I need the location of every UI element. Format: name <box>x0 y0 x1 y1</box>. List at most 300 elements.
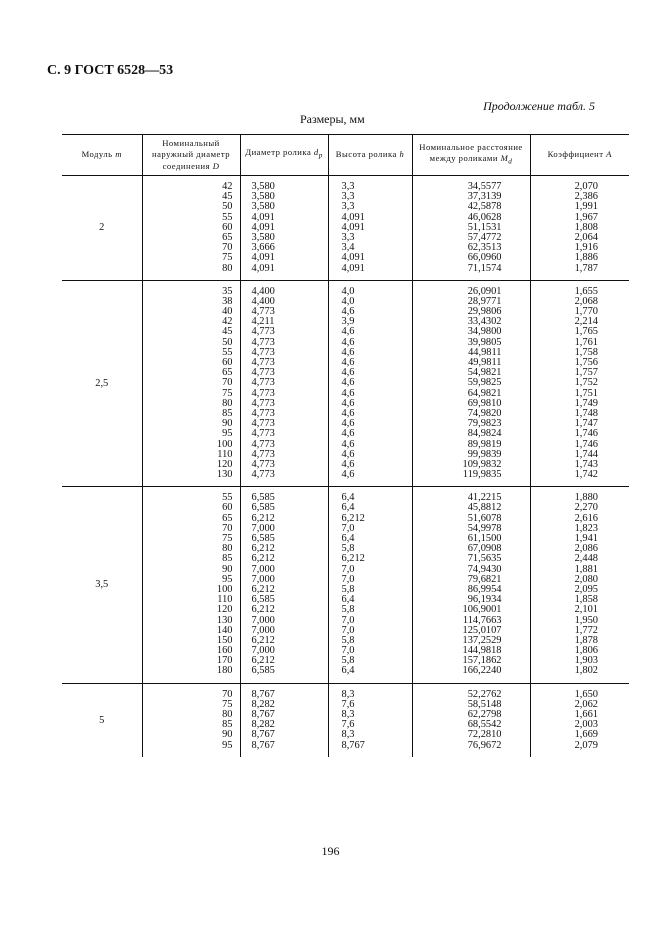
coefficient-value: 1,802 <box>574 665 598 677</box>
roller-diameter-value: 6,212 <box>251 512 275 524</box>
roller-diameter-value: 8,282 <box>251 719 275 731</box>
outer-diameter-value: 50 <box>222 201 233 213</box>
roller-height-value: 4,6 <box>341 326 355 338</box>
roller-distance-value: 76,9672 <box>467 739 502 751</box>
outer-diameter-value: 90 <box>222 418 233 430</box>
roller-height-value: 6,4 <box>341 502 355 514</box>
coefficient-value: 1,903 <box>574 655 598 667</box>
outer-diameter-value: 75 <box>222 533 233 544</box>
roller-height-value: 5,8 <box>341 655 355 667</box>
roller-height-value: 8,3 <box>341 709 355 720</box>
coefficient-value: 1,878 <box>574 634 598 646</box>
header-roller-distance: Номинальное расстояние между роликами $M_d$ <box>412 135 530 176</box>
outer-diameter-value: 42 <box>222 181 233 192</box>
coefficient-value: 1,650 <box>574 688 598 700</box>
roller-diameter-value: 7,000 <box>251 624 275 636</box>
coefficient-value: 2,616 <box>574 512 598 524</box>
outer-diameter-value: 55 <box>222 346 233 358</box>
roller-distance-value: 49,9811 <box>468 357 502 368</box>
roller-distance-value: 51,6078 <box>467 512 502 524</box>
roller-diameter-value: 3,580 <box>251 231 275 243</box>
roller-diameter-value: 7,000 <box>251 645 275 657</box>
outer-diameter-value: 110 <box>217 594 233 606</box>
roller-distance-value: 137,2529 <box>462 634 502 646</box>
roller-diameter-value: 6,585 <box>251 502 275 514</box>
roller-diameter-value: 4,773 <box>251 458 275 470</box>
roller-diameter-value: 4,773 <box>251 397 275 409</box>
roller-height-value: 5,8 <box>341 604 355 616</box>
roller-diameter-value: 3,580 <box>251 201 275 213</box>
outer-diameter-value: 60 <box>222 502 233 514</box>
roller-distance-value: 84,9824 <box>467 428 502 440</box>
roller-diameter-value: 6,212 <box>251 583 275 595</box>
coefficient-value: 1,661 <box>574 709 598 720</box>
outer-diameter-value: 65 <box>222 231 233 243</box>
outer-diameter-column <box>142 280 240 487</box>
roller-height-value: 4,6 <box>341 346 355 358</box>
coefficient-value: 2,068 <box>574 295 598 307</box>
coefficient-value: 2,080 <box>574 573 598 585</box>
roller-distance-value: 79,9823 <box>467 418 502 430</box>
roller-height-value: 3,3 <box>341 231 355 243</box>
coefficient-value: 2,386 <box>574 191 598 203</box>
roller-distance-value: 86,9954 <box>467 583 502 595</box>
roller-height-column <box>328 487 412 683</box>
coefficient-value: 1,967 <box>574 211 598 223</box>
roller-distance-value: 29,9806 <box>467 306 502 318</box>
coefficient-value: 1,743 <box>574 458 598 470</box>
coefficient-value: 2,270 <box>574 502 598 514</box>
header-roller-height: Высота ролика h <box>328 135 412 176</box>
coefficient-value: 1,858 <box>574 594 598 606</box>
outer-diameter-value: 80 <box>222 262 233 274</box>
roller-height-value: 8,3 <box>341 688 355 700</box>
roller-height-value: 8,3 <box>341 729 355 741</box>
roller-height-column <box>328 683 412 757</box>
roller-diameter-value: 4,773 <box>251 367 275 379</box>
roller-distance-value: 74,9820 <box>467 407 502 419</box>
coefficient-value: 1,770 <box>574 306 598 318</box>
roller-distance-value: 166,2240 <box>462 665 502 677</box>
coefficient-value: 1,806 <box>574 645 598 657</box>
roller-distance-value: 99,9839 <box>467 448 502 460</box>
roller-height-value: 4,6 <box>341 377 355 389</box>
coefficient-value: 2,086 <box>574 543 598 555</box>
roller-distance-value: 44,9811 <box>468 346 502 358</box>
header-module: Модуль m <box>62 135 142 176</box>
coefficient-value: 1,916 <box>574 242 598 254</box>
outer-diameter-column <box>142 176 240 281</box>
roller-height-value: 4,091 <box>341 262 365 274</box>
roller-diameter-value: 6,212 <box>251 553 275 565</box>
coefficient-column <box>530 280 629 487</box>
coefficient-value: 2,101 <box>574 604 598 616</box>
outer-diameter-column <box>142 683 240 757</box>
roller-height-value: 4,6 <box>341 306 355 318</box>
roller-distance-value: 57,4772 <box>467 231 502 243</box>
page-header-title: С. 9 ГОСТ 6528—53 <box>47 63 174 78</box>
coefficient-value: 1,765 <box>574 326 598 338</box>
coefficient-value: 2,003 <box>574 719 598 731</box>
roller-distance-value: 125,0107 <box>462 624 502 636</box>
roller-height-value: 4,091 <box>341 221 365 233</box>
outer-diameter-value: 140 <box>216 624 233 636</box>
outer-diameter-value: 80 <box>222 397 233 409</box>
roller-diameter-value: 6,585 <box>251 492 275 504</box>
coefficient-value: 2,095 <box>574 583 598 595</box>
coefficient-value: 1,758 <box>574 346 598 358</box>
roller-diameter-value: 4,773 <box>251 346 275 358</box>
outer-diameter-value: 70 <box>222 377 233 389</box>
roller-height-value: 8,767 <box>341 739 365 751</box>
roller-distance-value: 114,7663 <box>462 614 502 626</box>
roller-distance-column <box>412 280 530 487</box>
roller-diameter-value: 8,767 <box>251 688 275 700</box>
roller-distance-value: 74,9430 <box>467 563 502 575</box>
coefficient-value: 2,448 <box>574 553 598 565</box>
coefficient-column <box>530 487 629 683</box>
roller-height-value: 7,0 <box>341 614 355 626</box>
outer-diameter-value: 75 <box>222 387 233 399</box>
roller-height-value: 3,3 <box>341 201 355 213</box>
roller-height-column <box>328 176 412 281</box>
page-number: 196 <box>321 844 340 858</box>
roller-diameter-value: 6,212 <box>251 634 275 646</box>
roller-distance-value: 89,9819 <box>467 438 502 450</box>
roller-height-value: 4,0 <box>341 295 355 307</box>
coefficient-value: 1,772 <box>574 624 598 636</box>
roller-height-value: 7,0 <box>341 624 355 636</box>
roller-diameter-value: 4,400 <box>251 285 275 297</box>
roller-diameter-value: 8,767 <box>251 709 275 720</box>
coefficient-value: 2,062 <box>574 698 598 710</box>
roller-distance-value: 62,2798 <box>467 709 502 720</box>
outer-diameter-value: 130 <box>216 614 233 626</box>
roller-diameter-value: 4,773 <box>251 469 275 481</box>
outer-diameter-value: 80 <box>222 709 233 720</box>
roller-diameter-column <box>240 280 328 487</box>
outer-diameter-value: 95 <box>222 428 233 440</box>
roller-distance-column <box>412 487 530 683</box>
roller-diameter-value: 4,773 <box>251 306 275 318</box>
roller-height-column <box>328 280 412 487</box>
outer-diameter-value: 55 <box>222 211 233 223</box>
outer-diameter-value: 75 <box>222 252 233 264</box>
coefficient-value: 2,079 <box>574 739 598 751</box>
roller-height-value: 6,4 <box>341 492 355 504</box>
roller-distance-value: 59,9825 <box>467 377 502 389</box>
module-group-row <box>62 487 629 683</box>
roller-distance-value: 79,6821 <box>467 573 502 585</box>
roller-diameter-value: 3,666 <box>251 242 275 254</box>
roller-height-value: 7,6 <box>341 698 355 710</box>
roller-height-value: 4,091 <box>341 252 365 264</box>
outer-diameter-value: 85 <box>222 553 233 565</box>
module-cell: 5 <box>62 683 142 757</box>
coefficient-value: 1,881 <box>574 563 598 575</box>
coefficient-value: 2,064 <box>574 231 598 243</box>
roller-diameter-value: 6,212 <box>251 655 275 667</box>
roller-height-value: 7,0 <box>341 645 355 657</box>
module-cell: 2,5 <box>62 280 142 487</box>
roller-distance-value: 34,5577 <box>467 181 502 192</box>
outer-diameter-value: 38 <box>222 295 233 307</box>
coefficient-value: 1,742 <box>574 469 598 481</box>
roller-diameter-value: 4,400 <box>251 295 275 307</box>
coefficient-value: 1,950 <box>574 614 598 626</box>
roller-height-value: 6,4 <box>341 533 355 544</box>
roller-height-value: 4,6 <box>341 458 355 470</box>
roller-distance-value: 72,2810 <box>467 729 502 741</box>
roller-diameter-value: 4,091 <box>251 252 275 264</box>
coefficient-value: 1,746 <box>574 438 598 450</box>
coefficient-value: 1,941 <box>574 533 598 544</box>
coefficient-value: 1,749 <box>574 397 598 409</box>
roller-distance-value: 39,9805 <box>467 336 502 348</box>
roller-height-value: 5,8 <box>341 583 355 595</box>
outer-diameter-value: 70 <box>222 242 233 254</box>
coefficient-value: 1,752 <box>574 377 598 389</box>
coefficient-value: 2,214 <box>574 316 598 328</box>
coefficient-value: 1,655 <box>574 285 598 297</box>
roller-diameter-value: 4,773 <box>251 418 275 430</box>
roller-height-value: 4,0 <box>341 285 355 297</box>
roller-diameter-value: 7,000 <box>251 563 275 575</box>
coefficient-value: 1,991 <box>574 201 598 213</box>
roller-height-value: 4,6 <box>341 357 355 368</box>
sizes-unit-note: Размеры, мм <box>300 112 365 126</box>
roller-distance-value: 26,0901 <box>467 285 502 297</box>
outer-diameter-value: 75 <box>222 698 233 710</box>
roller-height-value: 4,6 <box>341 367 355 379</box>
outer-diameter-value: 160 <box>216 645 233 657</box>
outer-diameter-value: 90 <box>222 729 233 741</box>
roller-distance-value: 64,9821 <box>467 387 502 399</box>
roller-distance-value: 119,9835 <box>462 469 502 481</box>
roller-distance-value: 66,0960 <box>467 252 502 264</box>
roller-diameter-value: 4,773 <box>251 377 275 389</box>
roller-distance-value: 37,3139 <box>467 191 502 203</box>
coefficient-value: 2,070 <box>574 181 598 192</box>
roller-height-value: 6,212 <box>341 553 365 565</box>
roller-diameter-value: 4,773 <box>251 438 275 450</box>
outer-diameter-value: 100 <box>216 583 233 595</box>
roller-height-value: 6,4 <box>341 665 355 677</box>
roller-distance-value: 68,5542 <box>467 719 502 731</box>
roller-diameter-column <box>240 683 328 757</box>
coefficient-value: 1,748 <box>574 407 598 419</box>
coefficient-value: 1,880 <box>574 492 598 504</box>
roller-height-value: 6,4 <box>341 594 355 606</box>
coefficient-value: 1,886 <box>574 252 598 264</box>
roller-height-value: 4,6 <box>341 397 355 409</box>
roller-diameter-value: 4,773 <box>251 326 275 338</box>
outer-diameter-value: 150 <box>216 634 233 646</box>
roller-distance-value: 62,3513 <box>467 242 502 254</box>
roller-distance-value: 61,1500 <box>467 533 502 544</box>
roller-distance-value: 157,1862 <box>462 655 502 667</box>
coefficient-column <box>530 176 629 281</box>
outer-diameter-value: 95 <box>222 573 233 585</box>
roller-diameter-value: 7,000 <box>251 614 275 626</box>
roller-height-value: 7,0 <box>341 522 355 534</box>
roller-distance-value: 69,9810 <box>467 397 502 409</box>
outer-diameter-value: 100 <box>216 438 233 450</box>
roller-diameter-value: 7,000 <box>251 573 275 585</box>
roller-diameter-value: 6,212 <box>251 543 275 555</box>
roller-diameter-value: 6,212 <box>251 604 275 616</box>
roller-distance-value: 54,9978 <box>467 522 502 534</box>
module-group-row <box>62 280 629 487</box>
outer-diameter-value: 120 <box>216 604 233 616</box>
roller-diameter-value: 4,773 <box>251 428 275 440</box>
roller-height-value: 7,6 <box>341 719 355 731</box>
roller-height-value: 4,6 <box>341 407 355 419</box>
outer-diameter-column <box>142 487 240 683</box>
roller-distance-value: 106,9001 <box>462 604 502 616</box>
outer-diameter-value: 60 <box>222 221 233 233</box>
header-outer-diameter: Номинальный наружный диаметр соединения D <box>142 135 240 176</box>
roller-distance-value: 71,1574 <box>467 262 502 274</box>
outer-diameter-value: 60 <box>222 357 233 368</box>
outer-diameter-value: 40 <box>222 306 233 318</box>
module-group-row <box>62 176 629 281</box>
roller-diameter-value: 6,585 <box>251 594 275 606</box>
roller-diameter-value: 4,773 <box>251 407 275 419</box>
roller-height-value: 5,8 <box>341 634 355 646</box>
roller-diameter-value: 4,091 <box>251 221 275 233</box>
outer-diameter-value: 70 <box>222 688 233 700</box>
coefficient-column <box>530 683 629 757</box>
roller-distance-value: 46,0628 <box>467 211 502 223</box>
coefficient-value: 1,747 <box>574 418 598 430</box>
outer-diameter-value: 110 <box>217 448 233 460</box>
coefficient-value: 1,808 <box>574 221 598 233</box>
roller-diameter-value: 4,773 <box>251 448 275 460</box>
roller-distance-value: 34,9800 <box>467 326 502 338</box>
coefficient-value: 1,669 <box>574 729 598 741</box>
roller-diameter-value: 4,773 <box>251 336 275 348</box>
roller-height-value: 4,6 <box>341 438 355 450</box>
roller-distance-column <box>412 176 530 281</box>
coefficient-value: 1,757 <box>574 367 598 379</box>
roller-height-value: 4,091 <box>341 211 365 223</box>
roller-diameter-value: 4,773 <box>251 357 275 368</box>
outer-diameter-value: 180 <box>216 665 233 677</box>
outer-diameter-value: 95 <box>222 739 233 751</box>
coefficient-value: 1,756 <box>574 357 598 368</box>
roller-distance-value: 41,2215 <box>467 492 502 504</box>
coefficient-value: 1,787 <box>574 262 598 274</box>
roller-diameter-value: 4,091 <box>251 211 275 223</box>
coefficient-value: 1,746 <box>574 428 598 440</box>
roller-height-value: 4,6 <box>341 418 355 430</box>
roller-diameter-value: 4,091 <box>251 262 275 274</box>
roller-distance-value: 28,9771 <box>467 295 502 307</box>
roller-distance-value: 45,8812 <box>467 502 502 514</box>
header-coefficient: Коэффициент A <box>530 135 629 176</box>
outer-diameter-value: 42 <box>222 316 233 328</box>
roller-diameter-value: 6,585 <box>251 665 275 677</box>
roller-distance-value: 54,9821 <box>467 367 502 379</box>
gear-spline-table <box>62 134 629 757</box>
roller-diameter-value: 3,580 <box>251 191 275 203</box>
outer-diameter-value: 90 <box>222 563 233 575</box>
roller-distance-value: 51,1531 <box>467 221 502 233</box>
table-header-row <box>62 135 629 176</box>
coefficient-value: 1,761 <box>574 336 598 348</box>
outer-diameter-value: 170 <box>216 655 233 667</box>
roller-diameter-value: 4,211 <box>251 316 275 328</box>
roller-diameter-value: 8,767 <box>251 729 275 741</box>
roller-distance-value: 58,5148 <box>467 698 502 710</box>
roller-height-value: 4,6 <box>341 448 355 460</box>
outer-diameter-value: 65 <box>222 367 233 379</box>
roller-diameter-value: 3,580 <box>251 181 275 192</box>
outer-diameter-value: 85 <box>222 719 233 731</box>
outer-diameter-value: 85 <box>222 407 233 419</box>
header-roller-diameter: Диаметр ролика $d_p$ <box>240 135 328 176</box>
outer-diameter-value: 45 <box>222 191 233 203</box>
roller-diameter-value: 7,000 <box>251 522 275 534</box>
roller-height-value: 3,3 <box>341 181 355 192</box>
roller-distance-value: 96,1934 <box>467 594 502 606</box>
roller-distance-value: 33,4302 <box>467 316 502 328</box>
roller-height-value: 4,6 <box>341 336 355 348</box>
coefficient-value: 1,744 <box>574 448 598 460</box>
roller-height-value: 7,0 <box>341 563 355 575</box>
roller-diameter-value: 8,282 <box>251 698 275 710</box>
module-cell: 2 <box>99 222 105 234</box>
coefficient-value: 1,751 <box>574 387 598 399</box>
outer-diameter-value: 45 <box>222 326 233 338</box>
roller-distance-value: 109,9832 <box>462 458 502 470</box>
roller-height-value: 7,0 <box>341 573 355 585</box>
roller-height-value: 4,6 <box>341 428 355 440</box>
roller-distance-value: 67,0908 <box>467 543 502 555</box>
outer-diameter-value: 80 <box>222 543 233 555</box>
roller-height-value: 3,3 <box>341 191 355 203</box>
module-cell: 3,5 <box>62 487 142 683</box>
outer-diameter-value: 65 <box>222 512 233 524</box>
roller-height-value: 3,9 <box>341 316 355 328</box>
roller-diameter-column <box>240 487 328 683</box>
roller-distance-value: 71,5635 <box>467 553 502 565</box>
outer-diameter-value: 70 <box>222 522 233 534</box>
roller-height-value: 5,8 <box>341 543 355 555</box>
outer-diameter-value: 35 <box>222 285 233 297</box>
outer-diameter-value: 50 <box>222 336 233 348</box>
roller-height-value: 4,6 <box>341 387 355 399</box>
roller-diameter-column <box>240 176 328 281</box>
roller-height-value: 4,6 <box>341 469 355 481</box>
roller-height-value: 3,4 <box>341 242 355 254</box>
roller-diameter-value: 8,767 <box>251 739 275 751</box>
table-continuation-note: Продолжение табл. 5 <box>483 99 595 113</box>
roller-height-value: 6,212 <box>341 512 365 524</box>
roller-diameter-value: 6,585 <box>251 533 275 544</box>
roller-diameter-value: 4,773 <box>251 387 275 399</box>
outer-diameter-value: 130 <box>216 469 233 481</box>
roller-distance-value: 144,9818 <box>462 645 502 657</box>
roller-distance-value: 52,2762 <box>467 688 502 700</box>
coefficient-value: 1,823 <box>574 522 598 534</box>
outer-diameter-value: 55 <box>222 492 233 504</box>
roller-distance-value: 42,5878 <box>467 201 502 213</box>
outer-diameter-value: 120 <box>216 458 233 470</box>
module-group-row <box>62 683 629 757</box>
roller-distance-column <box>412 683 530 757</box>
